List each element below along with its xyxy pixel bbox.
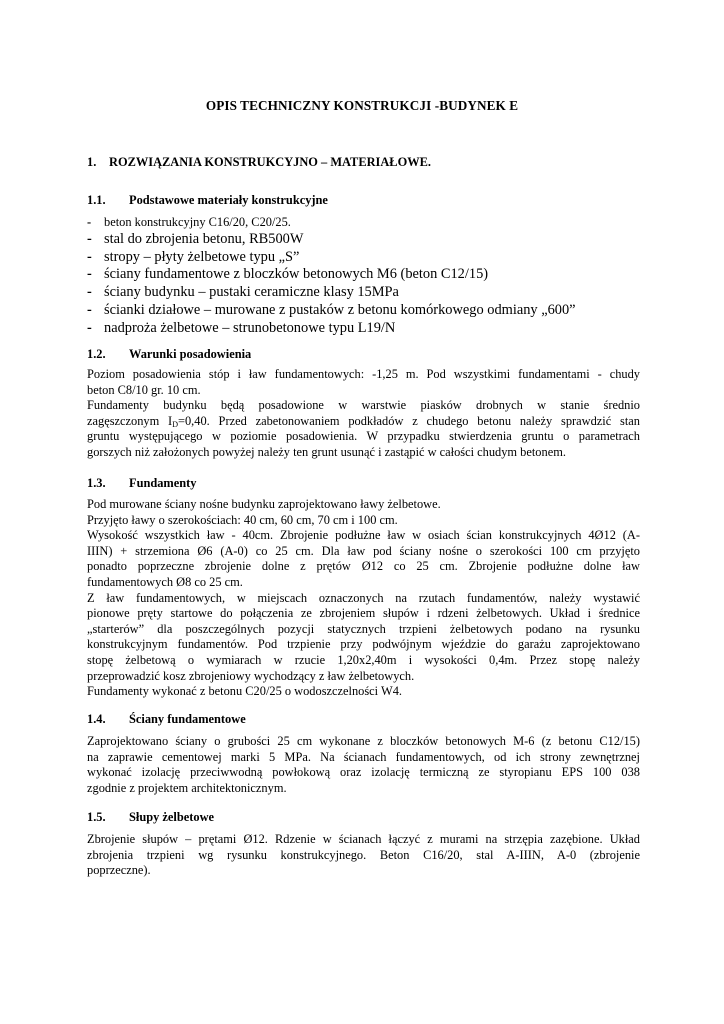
subsection-heading-1-3 — [87, 476, 196, 491]
dash-bullet: - — [87, 266, 92, 283]
dash-bullet: - — [87, 319, 92, 336]
list-item: - stal do zbrojenia betonu, RB500W — [87, 231, 304, 247]
subsection-title: Podstawowe materiały konstrukcyjne — [129, 193, 328, 207]
list-item: - nadproża żelbetowe – strunobetonowe typu L19/N — [87, 319, 396, 336]
subsection-title: Fundamenty — [129, 476, 197, 490]
subsection-number: 1.3. — [87, 476, 106, 490]
document-title: OPIS TECHNICZNY KONSTRUKCJI -BUDYNEK E — [205, 98, 519, 113]
subsection-title: Słupy żelbetowe — [129, 810, 215, 824]
foundation-conditions-paragraph: Poziom posadowienia stóp i ław fundamentowych: -1,25 m. Pod wszystkimi fundamentami - chudy beton C8/10 gr. 10 cm. Fundamenty budynku będą posadowione w warstwie piasków drobnych w stanie średnio zagęszczonym $I_D=0,40$. Przed zabetonowaniem podkładów z chudego betonu należy sprawdzić stan gruntu występującego w poziomie posadowienia. W przypadku stwierdzenia gruntu o parametrach gorszych niż założonych powyżej należy ten grunt usunąć i zastąpić w całości chudym betonem. — [87, 367, 640, 459]
subsection-title: Ściany fundamentowe — [129, 712, 246, 726]
dash-bullet: - — [87, 248, 92, 265]
section-heading-1 — [87, 155, 431, 170]
list-item: - ściany fundamentowe z bloczków betonowych M6 (beton C12/15) — [87, 266, 489, 283]
list-item: - beton konstrukcyjny C16/20, C20/25. — [87, 215, 291, 229]
subsection-heading-1-2 — [87, 347, 251, 362]
subsection-heading-1-1 — [87, 193, 328, 208]
subsection-heading-1-4 — [87, 712, 246, 727]
dash-bullet: - — [87, 215, 92, 229]
subsection-number: 1.2. — [87, 347, 106, 361]
subsection-title: Warunki posadowienia — [129, 347, 252, 361]
section-title: ROZWIĄZANIA KONSTRUKCYJNO – MATERIAŁOWE. — [109, 155, 431, 169]
section-number: 1. — [87, 155, 97, 169]
subsection-number: 1.5. — [87, 810, 106, 824]
foundation-walls-paragraph: Zaprojektowano ściany o grubości 25 cm wykonane z bloczków betonowych M-6 (z betonu C12/15) na zaprawie cementowej marki 5 MPa. Na ścianach fundamentowych, od ich strony zewnętrznej wykonać izolację przeciwwodną powłokową oraz izolację termiczną ze styropianu EPS 100 038 zgodnie z projektem architektonicznym. — [87, 734, 640, 795]
subsection-number: 1.1. — [87, 193, 106, 207]
dash-bullet: - — [87, 301, 92, 318]
subsection-number: 1.4. — [87, 712, 106, 726]
columns-paragraph: Zbrojenie słupów – prętami Ø12. Rdzenie w ścianach łączyć z murami na strzępia zazębione. Układ zbrojenia trzpieni wg rysunku konstrukcyjnego. Beton C16/20, stal A-IIIN, A-0 (zbrojenie poprzeczne). — [87, 832, 640, 878]
foundations-paragraph: Pod murowane ściany nośne budynku zaprojektowano ławy żelbetowe. Przyjęto ławy o szerokościach: 40 cm, 60 cm, 70 cm i 100 cm. Wysokość wszystkich ław - 40cm. Zbrojenie podłużne ław w osiach ścian konstrukcyjnych 4Ø12 (A- IIIN) + strzemiona Ø6 (A-0) co 25 cm. Dla ław pod ściany nośne o szerokości 100 cm przyjęto ponadto poprzeczne zbrojenie dolne z prętów Ø12 co 25 cm. Zbrojenie podłużne dolne ław fundamentowych Ø8 co 25 cm. Z ław fundamentowych, w miejscach oznaczonych na rzutach fundamentów, należy wystawić pionowe pręty startowe do połączenia ze zbrojeniem słupów i rdzeni żelbetowych. Układ i średnice „starterów” dla poszczególnych pozycji statycznych trzpieni żelbetowych podano na rysunku konstrukcyjnym fundamentów. Pod trzpienie przy podwójnym wjeździe do garażu zaprojektowano stopę żelbetową o wymiarach w rzucie 1,20x2,40m i wysokości 0,4m. Przez stopę należy przeprowadzić kosz zbrojeniowy wychodzący z ław żelbetowych. Fundamenty wykonać z betonu C20/25 o wodoszczelności W4. — [87, 497, 640, 699]
subsection-heading-1-5 — [87, 810, 214, 825]
dash-bullet: - — [87, 284, 92, 301]
list-item: - ścianki działowe – murowane z pustaków z betonu komórkowego odmiany „600” — [87, 301, 576, 318]
materials-list — [87, 214, 647, 337]
list-item: - stropy – płyty żelbetowe typu „S” — [87, 248, 300, 265]
list-item: - ściany budynku – pustaki ceramiczne klasy 15MPa — [87, 284, 399, 301]
dash-bullet: - — [87, 231, 92, 247]
